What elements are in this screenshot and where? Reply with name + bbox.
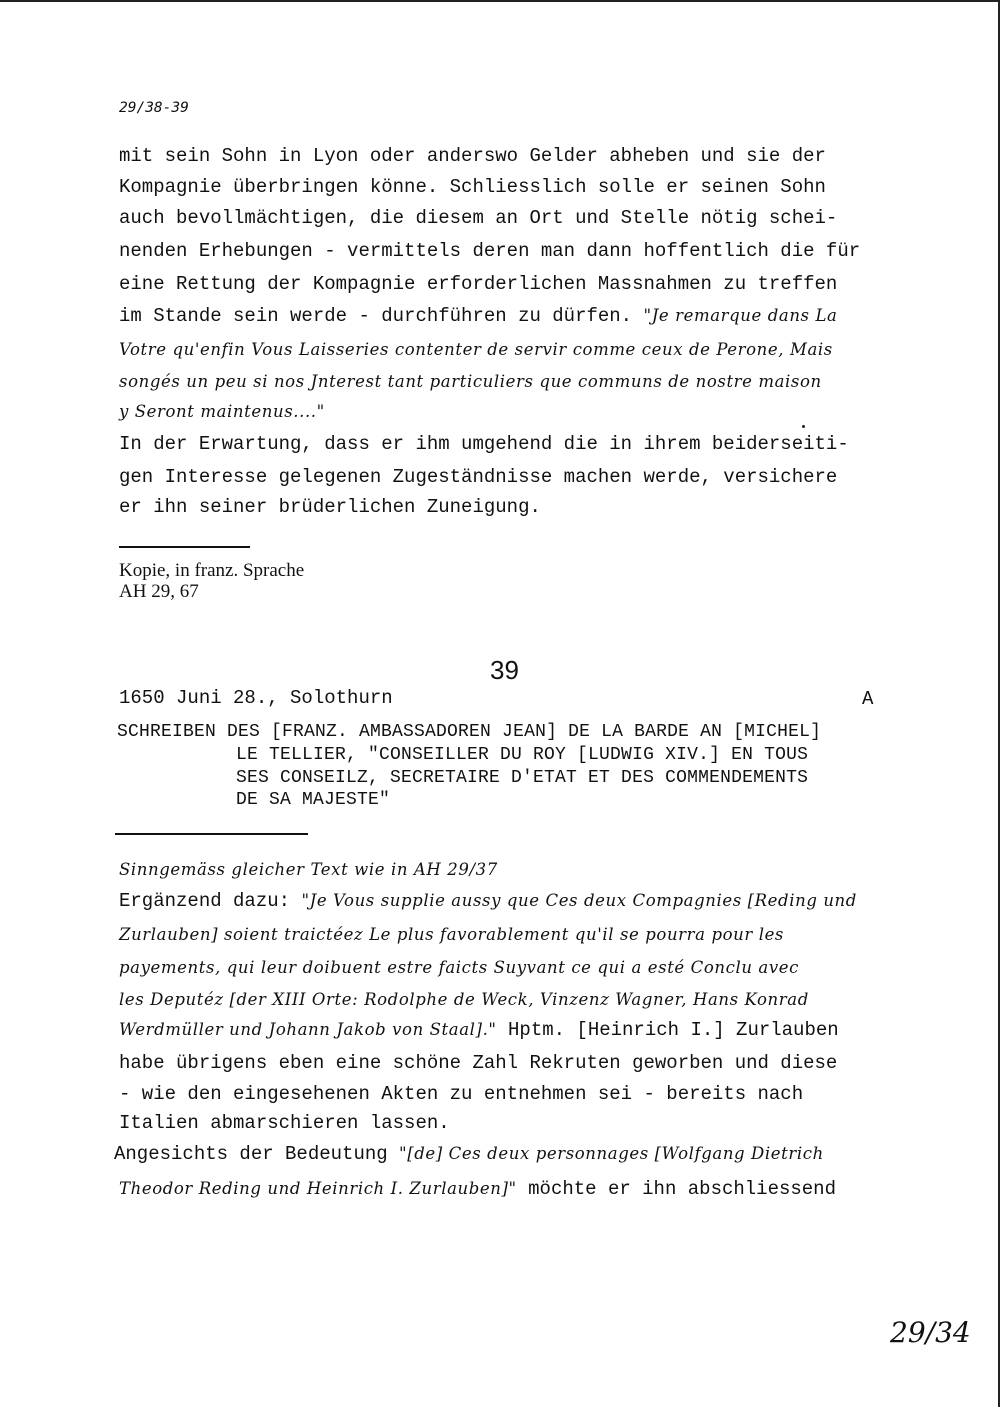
stray-dot: [802, 425, 805, 428]
document-letter: A: [862, 688, 874, 710]
quote-italic: Theodor Reding und Heinrich I. Zurlauben]": [119, 1179, 517, 1198]
text-line: er ihn seiner brüderlichen Zuneigung.: [119, 496, 541, 518]
editorial-note: Sinngemäss gleicher Text wie in AH 29/37: [119, 860, 498, 879]
document-title-line: SES CONSEILZ, SECRETAIRE D'ETAT ET DES COMMENDEMENTS: [236, 768, 809, 788]
text-line: [119, 305, 837, 327]
source-line: AH 29, 67: [119, 581, 199, 602]
text-line: [114, 1143, 824, 1165]
separator-rule: [119, 546, 250, 548]
text-line: eine Rettung der Kompagnie erforderlichen Massnahmen zu treffen: [119, 273, 838, 295]
document-title-line: SCHREIBEN DES [FRANZ. AMBASSADOREN JEAN] DE LA BARDE AN [MICHEL]: [117, 722, 822, 742]
quote-italic: "Je Vous supplie aussy que Ces deux Compagnies [Reding und: [301, 891, 857, 910]
quote-line: y Seront maintenus....": [119, 402, 325, 421]
text-line: auch bevollmächtigen, die diesem an Ort und Stelle nötig schei-: [119, 207, 838, 229]
text-plain: Hptm. [Heinrich I.] Zurlauben: [496, 1019, 839, 1041]
text-line: Italien abmarschieren lassen.: [119, 1112, 450, 1134]
page-number: 29/34: [890, 1316, 971, 1349]
quote-italic: Werdmüller und Johann Jakob von Staal].": [119, 1020, 497, 1039]
text-line: - wie den eingesehenen Akten zu entnehmen sei - bereits nach: [119, 1083, 804, 1105]
text-line: Kompagnie überbringen könne. Schliesslich solle er seinen Sohn: [119, 176, 826, 198]
quote-line: payements, qui leur doibuent estre faicts Suyvant ce qui a esté Conclu avec: [119, 958, 799, 977]
quote-italic: "Je remarque dans La: [643, 306, 838, 325]
text-line: [119, 1019, 839, 1041]
document-number: 39: [490, 655, 519, 685]
page-reference: 29/38-39: [119, 100, 189, 116]
text-plain: Angesichts der Bedeutung: [114, 1143, 400, 1165]
text-plain: Ergänzend dazu:: [119, 890, 302, 912]
document-title-line: DE SA MAJESTE": [236, 790, 391, 810]
text-line: habe übrigens eben eine schöne Zahl Rekruten geworben und diese: [119, 1052, 838, 1074]
text-line: In der Erwartung, dass er ihm umgehend die in ihrem beiderseiti-: [119, 433, 849, 455]
text-line: gen Interesse gelegenen Zugeständnisse machen werde, versichere: [119, 466, 838, 488]
quote-line: Votre qu'enfin Vous Laisseries contenter de servir comme ceux de Perone, Mais: [119, 340, 833, 359]
text-line: mit sein Sohn in Lyon oder anderswo Gelder abheben und sie der: [119, 145, 826, 167]
text-line: [119, 890, 857, 912]
date-place: 1650 Juni 28., Solothurn: [119, 687, 393, 709]
quote-line: Zurlauben] soient traictéez Le plus favorablement qu'il se pourra pour les: [119, 925, 785, 944]
text-plain: möchte er ihn abschliessend: [516, 1178, 836, 1200]
text-plain: im Stande sein werde - durchführen zu dürfen.: [119, 305, 644, 327]
quote-italic: "[de] Ces deux personnages [Wolfgang Dietrich: [399, 1144, 824, 1163]
text-line: [119, 1178, 836, 1200]
quote-line: songés un peu si nos Jnterest tant particuliers que communs de nostre maison: [119, 372, 822, 391]
source-line: Kopie, in franz. Sprache: [119, 560, 305, 581]
document-title-line: LE TELLIER, "CONSEILLER DU ROY [LUDWIG XIV.] EN TOUS: [236, 745, 809, 765]
separator-rule: [115, 833, 308, 835]
top-border: [0, 0, 1000, 2]
quote-line: les Deputéz [der XIII Orte: Rodolphe de Weck, Vinzenz Wagner, Hans Konrad: [119, 990, 809, 1009]
text-line: nenden Erhebungen - vermittels deren man dann hoffentlich die für: [119, 240, 861, 262]
